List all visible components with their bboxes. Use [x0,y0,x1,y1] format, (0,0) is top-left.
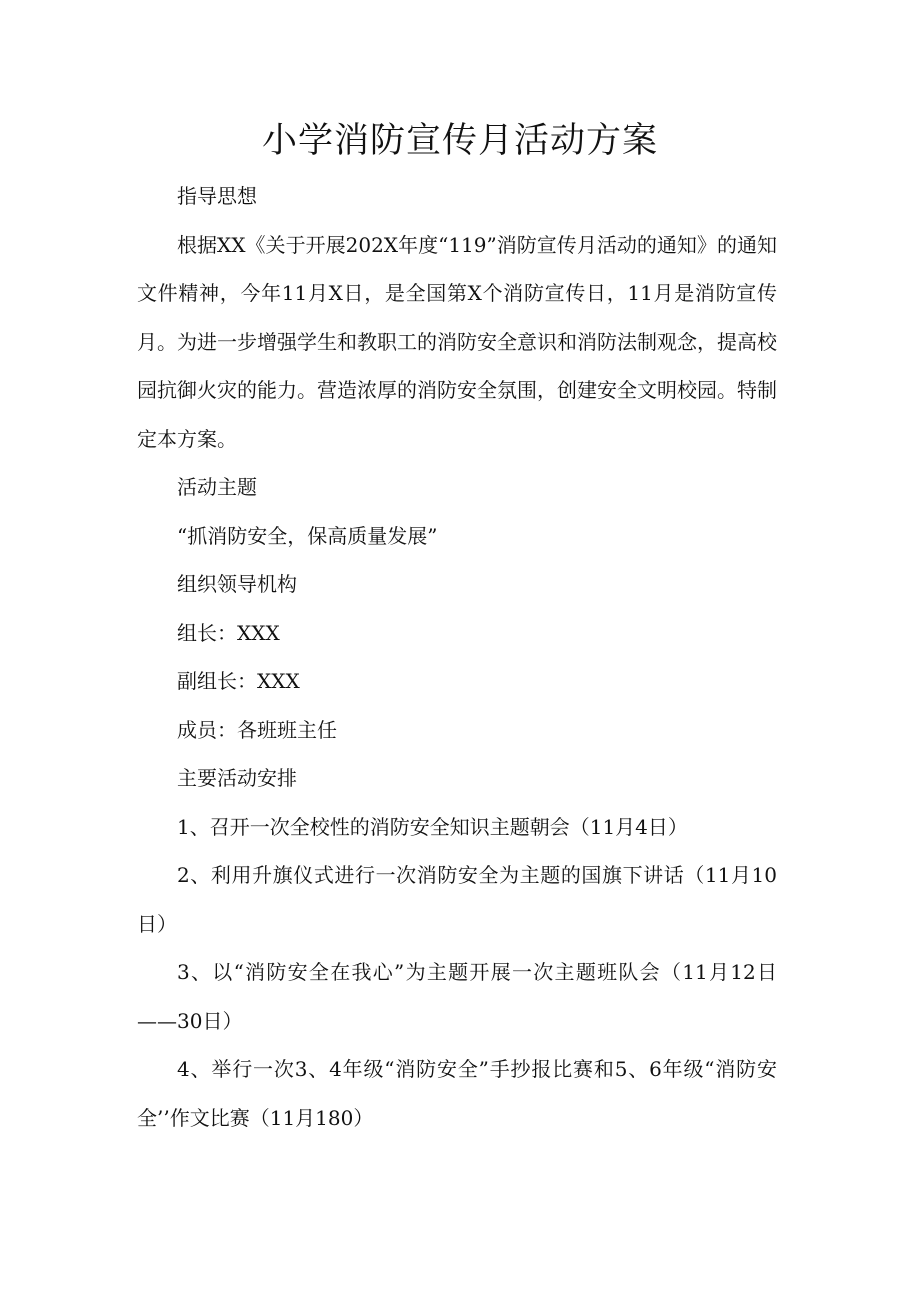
section-heading-guiding-thought: 指导思想 [177,184,257,208]
deputy-leader-line: 副组长：XXX [177,669,300,693]
document-body [137,172,777,1142]
members-line: 成员：各班班主任 [177,717,337,742]
activity-item-1: 1、召开一次全校性的消防安全知识主题朝会（11月4日） [177,814,688,839]
activity-item-2: 2、利用升旗仪式进行一次消防安全为主题的国旗下讲话（11月10日） [137,863,777,936]
activity-item-3: 3、以“消防安全在我心”为主题开展一次主题班队会（11月12日——30日） [137,960,777,1033]
paragraph-background: 根据XX《关于开展202X年度“119”消防宣传月活动的通知》的通知文件精神，今年11月X日，是全国第X个消防宣传日，11月是消防宣传月。为进一步增强学生和教职工的消防安全意识和消防法制观念，提高校园抗御火灾的能力。营造浓厚的消防安全氛围，创建安全文明校园。特制定本方案。 [137,232,777,451]
section-heading-leadership: 组织领导机构 [177,572,297,596]
activity-item-4: 4、举行一次3、4年级“消防安全”手抄报比赛和5、6年级“消防安全’’作文比赛（11月180） [137,1057,777,1130]
section-heading-main-activities: 主要活动安排 [177,766,297,790]
document-title: 小学消防宣传月活动方案 [261,121,658,161]
activity-theme-slogan: “抓消防安全，保高质量发展” [177,523,438,548]
section-heading-activity-theme: 活动主题 [177,475,257,499]
leader-line: 组长：XXX [177,620,280,645]
